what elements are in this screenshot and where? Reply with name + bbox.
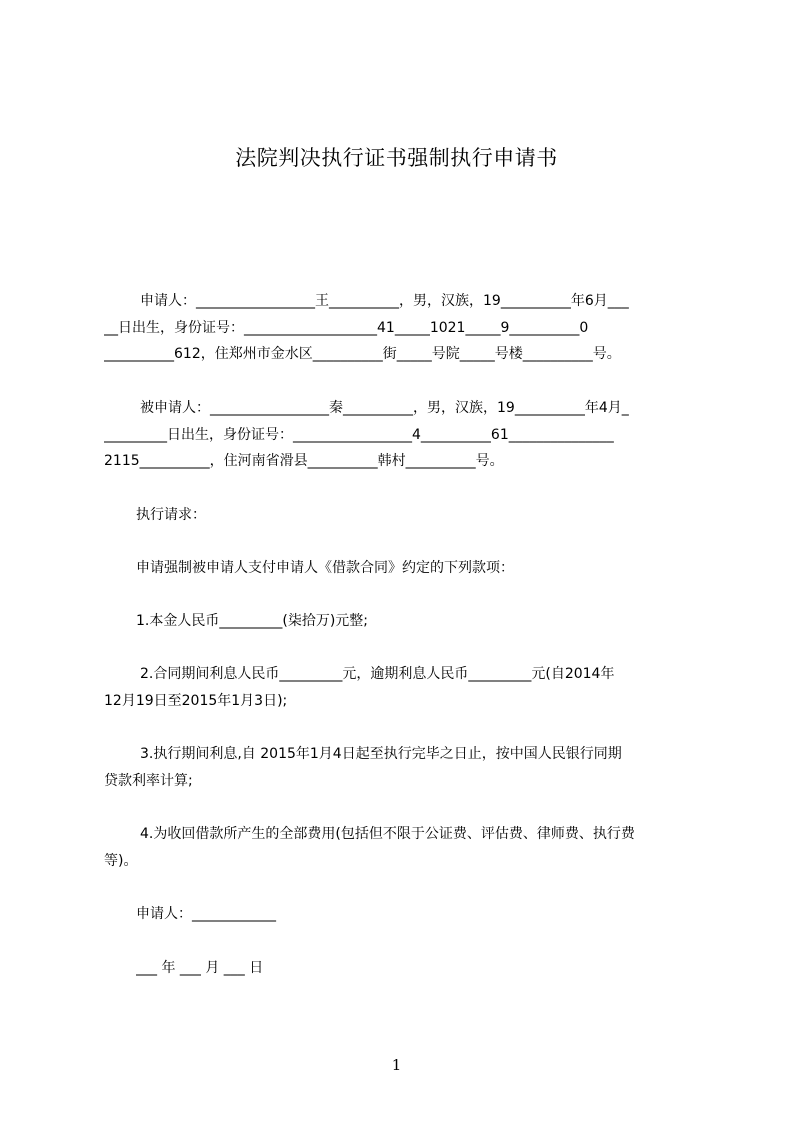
request-intro: 申请强制被申请人支付申请人《借款合同》约定的下列款项： [136,560,514,576]
item-3-line-2: 贷款利率计算; [104,773,193,789]
item-2-line-1: 2.合同期间利息人民币_________元，逾期利息人民币_________元(自2014年 [140,666,615,682]
respondent-line-2: _________日出生，身份证号：_________________4__________61_______________ [104,427,614,443]
item-3-line-1: 3.执行期间利息,自 2015年1月4日起至执行完毕之日止，按中国人民银行同期 [140,746,622,762]
date-line: ___ 年 ___ 月 ___ 日 [136,960,264,976]
applicant-line-3: __________612，住郑州市金水区__________街_____号院_____号楼__________号。 [104,346,621,362]
applicant-line-1: 申请人：_________________王__________，男，汉族，19__________年6月___ [140,293,629,309]
item-4-line-2: 等)。 [104,853,138,869]
signature-line: 申请人：____________ [136,906,276,922]
item-1-line-1: 1.本金人民币_________(柒拾万)元整; [136,613,368,629]
respondent-line-3: 2115__________，住河南省滑县__________韩村__________号。 [104,453,504,469]
request-heading: 执行请求： [136,507,206,523]
item-2-line-2: 12月19日至2015年1月3日); [104,693,288,709]
applicant-line-2: __日出生，身份证号：___________________41_____1021_____9__________0 [104,320,589,336]
respondent-line-1: 被申请人：_________________秦__________，男，汉族，19__________年4月_ [140,400,629,416]
document-title: 法院判决执行证书强制执行申请书 [235,146,558,170]
page-number: 1 [391,1056,402,1074]
item-4-line-1: 4.为收回借款所产生的全部费用(包括但不限于公证费、评估费、律师费、执行费 [140,826,635,842]
